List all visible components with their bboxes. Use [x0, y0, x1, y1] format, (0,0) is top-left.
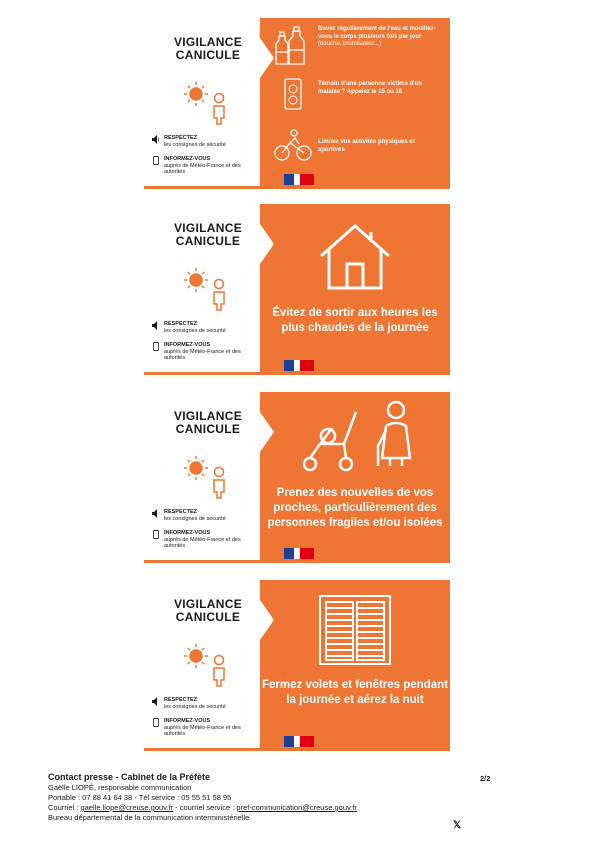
inform-text: auprès de Météo-France et des autorités	[164, 162, 241, 175]
divider	[144, 748, 260, 751]
message: Évitez de sortir aux heures les plus chaudes de la journée	[272, 307, 438, 334]
divider	[144, 560, 260, 563]
sun-icon	[174, 638, 244, 690]
respect-row	[152, 697, 256, 710]
message: Fermez volets et fenêtres pendant la journée et aérez la nuit	[262, 679, 448, 706]
instructions	[152, 135, 256, 184]
tip1-text: Buvez régulièrement de l'eau et mouillez-vous le corps plusieurs fois par jour	[318, 26, 436, 40]
bottle-icon	[274, 26, 308, 66]
french-flag-logo	[284, 360, 314, 371]
orange-panel	[260, 204, 450, 375]
card-shutters	[144, 580, 450, 751]
instructions	[152, 697, 256, 746]
card-hydration	[144, 18, 450, 189]
instructions	[152, 509, 256, 558]
sun-icon	[174, 450, 244, 502]
title-line2: CANICULE	[175, 234, 241, 248]
respect-label: RESPECTEZ	[164, 321, 198, 327]
inform-label: INFORMEZ-VOUS	[164, 530, 211, 536]
email-link-service[interactable]: pref-communication@creuse.gouv.fr	[236, 803, 357, 812]
vigilance-title	[162, 36, 254, 62]
inform-text: auprès de Météo-France et des autorités	[164, 724, 241, 737]
card-check-relatives	[144, 392, 450, 563]
respect-text: les consignes de sécurité	[164, 703, 226, 710]
shutter-window-icon	[318, 594, 392, 666]
contact-name: Gaëlle LIOPÉ, responsable communication	[48, 783, 192, 792]
sun-icon	[174, 76, 244, 128]
press-contact	[48, 772, 508, 823]
inform-row	[152, 342, 256, 362]
elderly-person-icon	[372, 400, 416, 468]
contact-emails	[48, 803, 508, 813]
notch	[260, 600, 274, 640]
card-avoid-heat	[144, 204, 450, 375]
contact-phones: Portable : 07 88 41 64 38 - Tél service : 05 55 51 58 95	[48, 793, 232, 802]
inform-text: auprès de Météo-France et des autorités	[164, 536, 241, 549]
respect-text: les consignes de sécurité	[164, 327, 226, 334]
respect-row	[152, 321, 256, 334]
x-social-icon[interactable]: 𝕏	[453, 820, 462, 831]
title-line2: CANICULE	[175, 48, 241, 62]
vigilance-title	[162, 222, 254, 248]
title-line1: VIGILANCE	[173, 597, 243, 611]
tip-emergency: Témoin d'une personne victime d'un malaise ? Appelez le 15 ou 18	[318, 81, 422, 95]
cyclist-icon	[274, 128, 312, 162]
contact-bureau: Bureau départemental de la communication interministérielle	[48, 813, 250, 822]
message: Prenez des nouvelles de vos proches, particulièrement des personnes fragiles et/ou isolées	[267, 487, 443, 529]
inform-label: INFORMEZ-VOUS	[164, 718, 211, 724]
courriel-service-label: - courriel service :	[173, 803, 237, 812]
phone-icon	[152, 718, 160, 727]
orange-panel	[260, 580, 450, 751]
smartphone-icon	[284, 78, 302, 110]
divider	[144, 186, 260, 189]
speaker-icon	[152, 135, 160, 144]
inform-row	[152, 530, 256, 550]
tip-activity: Limitez vos activités physiques et sportives	[318, 139, 415, 153]
phone-icon	[152, 342, 160, 351]
tip1-small: (douche, brumisateur...)	[318, 41, 382, 47]
speaker-icon	[152, 697, 160, 706]
respect-text: les consignes de sécurité	[164, 141, 226, 148]
notch	[260, 38, 274, 78]
notch	[260, 224, 274, 264]
title-line1: VIGILANCE	[173, 35, 243, 49]
phone-icon	[152, 156, 160, 165]
respect-text: les consignes de sécurité	[164, 515, 226, 522]
courriel-label: Courriel :	[48, 803, 81, 812]
orange-panel	[260, 392, 450, 563]
respect-label: RESPECTEZ	[164, 697, 198, 703]
inform-row	[152, 156, 256, 176]
respect-row	[152, 509, 256, 522]
respect-row	[152, 135, 256, 148]
title-line1: VIGILANCE	[173, 409, 243, 423]
title-line2: CANICULE	[175, 610, 241, 624]
contact-title: Contact presse - Cabinet de la Préfète	[48, 772, 211, 782]
email-link-personal[interactable]: gaelle.liope@creuse.gouv.fr	[80, 803, 174, 812]
inform-label: INFORMEZ-VOUS	[164, 156, 211, 162]
phone-icon	[152, 530, 160, 539]
instructions	[152, 321, 256, 370]
speaker-icon	[152, 321, 160, 330]
french-flag-logo	[284, 174, 314, 185]
french-flag-logo	[284, 548, 314, 559]
notch	[260, 412, 274, 452]
respect-label: RESPECTEZ	[164, 135, 198, 141]
stroller-icon	[300, 406, 362, 472]
respect-label: RESPECTEZ	[164, 509, 198, 515]
inform-row	[152, 718, 256, 738]
tip-hydration	[318, 26, 444, 49]
vigilance-title	[162, 410, 254, 436]
inform-label: INFORMEZ-VOUS	[164, 342, 211, 348]
divider	[144, 372, 260, 375]
french-flag-logo	[284, 736, 314, 747]
house-icon	[315, 220, 395, 292]
inform-text: auprès de Météo-France et des autorités	[164, 348, 241, 361]
title-line1: VIGILANCE	[173, 221, 243, 235]
title-line2: CANICULE	[175, 422, 241, 436]
orange-panel	[260, 18, 450, 189]
sun-icon	[174, 262, 244, 314]
vigilance-title	[162, 598, 254, 624]
speaker-icon	[152, 509, 160, 518]
page-number: 2/2	[480, 774, 491, 783]
